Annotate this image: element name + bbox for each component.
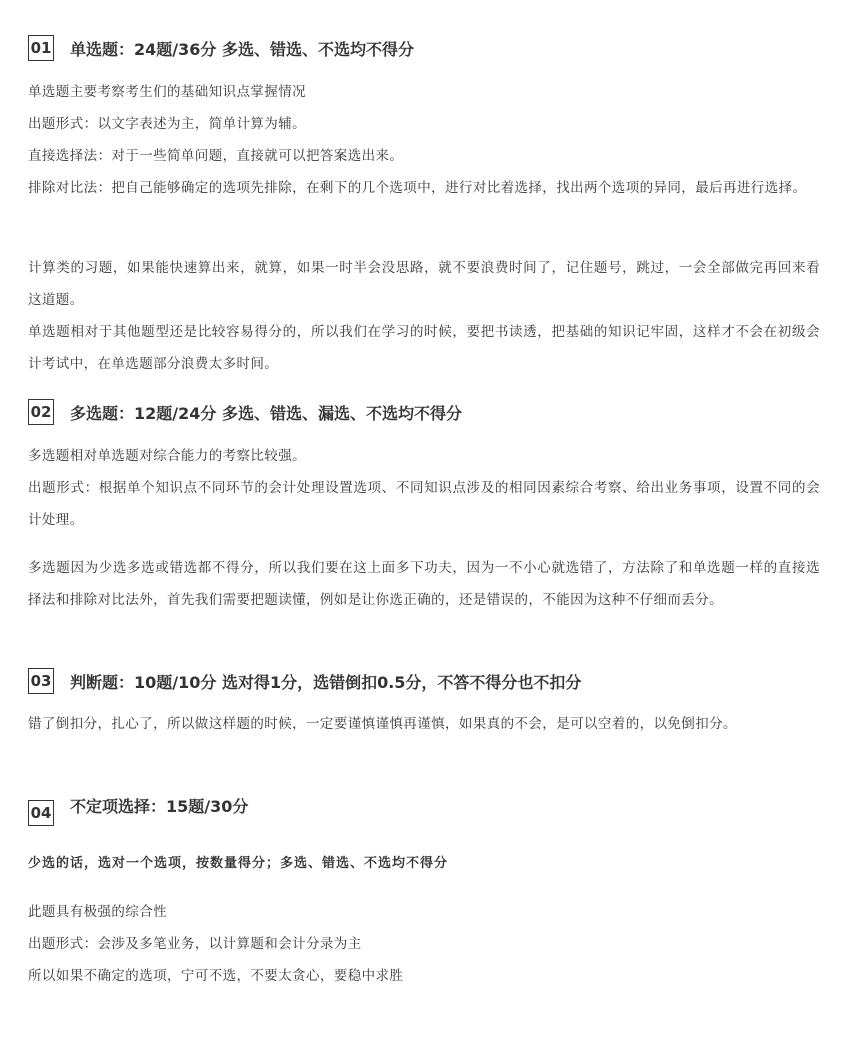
section-heading-03: [28, 668, 581, 694]
paragraph: 计算类的习题，如果能快速算出来，就算，如果一时半会没思路，就不要浪费时间了，记住题号，跳过，一会全部做完再回来看这道题。: [28, 260, 820, 308]
section-heading-02: [28, 399, 462, 425]
paragraph: 单选题相对于其他题型还是比较容易得分的，所以我们在学习的时候，要把书读透，把基础的知识记牢固，这样才不会在初级会计考试中，在单选题部分浪费太多时间。: [28, 324, 820, 372]
section-number-badge: 03: [28, 668, 54, 694]
paragraph: 排除对比法：把自己能够确定的选项先排除，在剩下的几个选项中，进行对比着选择，找出两个选项的异同，最后再进行选择。: [28, 180, 807, 196]
section-heading-04: [28, 798, 248, 826]
section-number-badge: 04: [28, 800, 54, 826]
paragraph: 单选题主要考察考生们的基础知识点掌握情况: [28, 84, 306, 100]
paragraph: 出题形式：以文字表述为主，简单计算为辅。: [28, 116, 306, 132]
section-title: 判断题：10题/10分 选对得1分，选错倒扣0.5分，不答不得分也不扣分: [70, 672, 582, 692]
section-title: 单选题：24题/36分 多选、错选、不选均不得分: [70, 39, 414, 59]
section-number-badge: 01: [28, 35, 54, 61]
section-title: 多选题：12题/24分 多选、错选、漏选、不选均不得分: [70, 403, 462, 423]
section-number-badge: 02: [28, 399, 54, 425]
paragraph: 出题形式：会涉及多笔业务，以计算题和会计分录为主: [28, 936, 362, 952]
paragraph: 此题具有极强的综合性: [28, 904, 167, 920]
section-subtitle: 少选的话，选对一个选项，按数量得分；多选、错选、不选均不得分: [28, 856, 449, 871]
paragraph: 多选题相对单选题对综合能力的考察比较强。: [28, 448, 306, 464]
paragraph: 所以如果不确定的选项，宁可不选，不要太贪心，要稳中求胜: [28, 968, 404, 984]
paragraph: 直接选择法：对于一些简单问题，直接就可以把答案选出来。: [28, 148, 404, 164]
paragraph: 出题形式：根据单个知识点不同环节的会计处理设置选项、不同知识点涉及的相同因素综合考察、给出业务事项，设置不同的会计处理。: [28, 480, 820, 528]
paragraph: 错了倒扣分，扎心了，所以做这样题的时候，一定要谨慎谨慎再谨慎，如果真的不会，是可以空着的，以免倒扣分。: [28, 716, 737, 732]
section-title: 不定项选择：15题/30分: [70, 797, 249, 816]
paragraph: 多选题因为少选多选或错选都不得分，所以我们要在这上面多下功夫，因为一不小心就选错了，方法除了和单选题一样的直接选择法和排除对比法外，首先我们需要把题读懂，例如是让你选正确的，还是错误的，不能因为这种不仔细而丢分。: [28, 560, 820, 608]
section-heading-01: [28, 35, 414, 61]
